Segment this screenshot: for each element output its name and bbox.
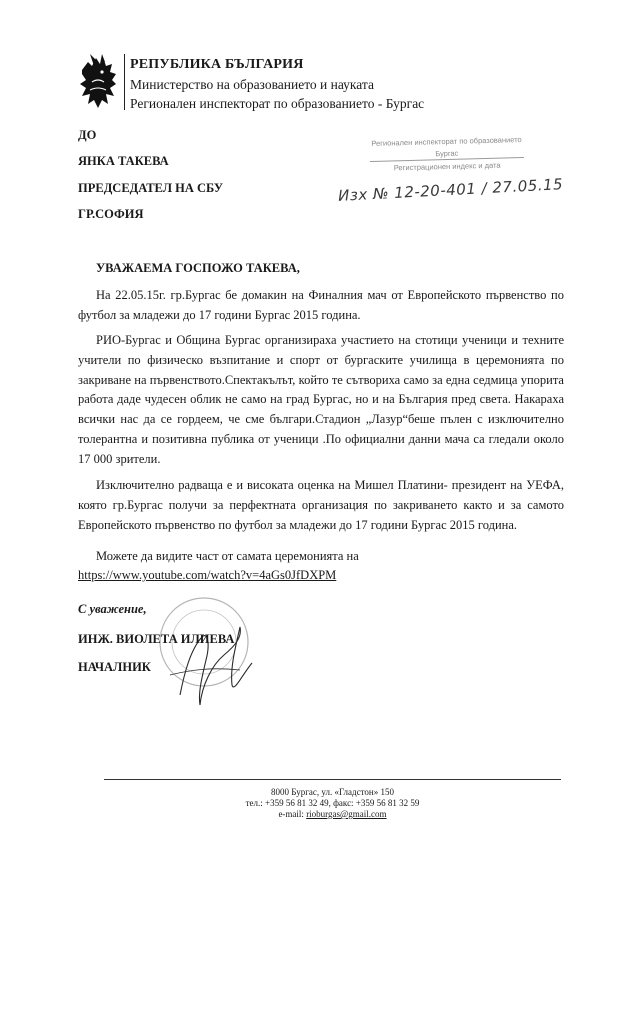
email-link[interactable]: rioburgas@gmail.com [306, 809, 387, 819]
paragraph-2-text: РИО-Бургас и Община Бургас организираха участието на стотици ученици и техните учители по физическо възпитание и спорт от бургаските училища в церемонията по закриване на първенството.Спектакълът, който те сътвориха само за една седмица упорита работа даде чудесен облик не само на град Бургас, но и на България пред света. Накараха всички нас да се гордеем, че сме българи.Стадион „Лазур“беше пълен с изключително толерантна и позитивна публика от ученици .По официални данни мача са гледали около 17 000 зрители. [78, 333, 564, 466]
header-divider [124, 54, 125, 110]
paragraph-1 [78, 286, 564, 326]
footer-divider [104, 779, 561, 780]
addressee-city: ГР.СОФИЯ [78, 207, 144, 221]
addressee-name: ЯНКА ТАКЕВА [78, 154, 169, 168]
handwritten-signature-icon [150, 615, 280, 715]
footer-email [104, 809, 561, 819]
stamp-label: Регистрационен индекс и дата [393, 160, 501, 173]
paragraph-3-text: Изключително радваща е и високата оценка на Мишел Платини- президент на УЕФА, която гр.Бургас получи за перфектната организация по закриването както и за самото Европейското първенство по футбол за младежи до 17 години Бургас 2015 година. [78, 478, 564, 532]
signer-position: НАЧАЛНИК [78, 660, 151, 674]
stamp-place: Бургас [435, 148, 459, 159]
paragraph-3 [78, 476, 564, 535]
registry-number: Изх № 12-20-401 / 27.05.15 [337, 175, 564, 205]
stamp-institution: Регионален инспекторат по образованието [371, 135, 522, 148]
addressee-to: ДО [78, 128, 97, 142]
paragraph-2 [78, 331, 564, 470]
header-ministry: Министерство на образованието и науката [130, 77, 374, 92]
footer-email-label: e-mail: [278, 809, 304, 819]
paragraph-4 [78, 547, 564, 567]
header-inspectorate: Регионален инспекторат по образованието - Бургас [130, 96, 425, 111]
closing: С уважение, [78, 602, 147, 616]
lion-coat-of-arms-icon [78, 52, 120, 110]
footer-phones: тел.: +359 56 81 32 49, факс: +359 56 81 32 59 [245, 798, 420, 808]
footer-address: 8000 Бургас, ул. «Гладстон» 150 [271, 787, 394, 797]
header-title: РЕПУБЛИКА БЪЛГАРИЯ [130, 57, 304, 72]
signer-name: ИНЖ. ВИОЛЕТА ИЛИЕВА [78, 632, 235, 646]
paragraph-4-text: Можете да видите част от самата церемонията на [96, 549, 359, 563]
salutation: УВАЖАЕМА ГОСПОЖО ТАКЕВА, [96, 261, 300, 275]
youtube-link[interactable]: https://www.youtube.com/watch?v=4aGs0JfDXPM [78, 568, 337, 582]
paragraph-1-text: На 22.05.15г. гр.Бургас бе домакин на Финалния мач от Европейското първенство по футбол за младежи до 17 години Бургас 2015 година. [78, 288, 564, 322]
addressee-position: ПРЕДСЕДАТЕЛ НА СБУ [78, 181, 224, 195]
